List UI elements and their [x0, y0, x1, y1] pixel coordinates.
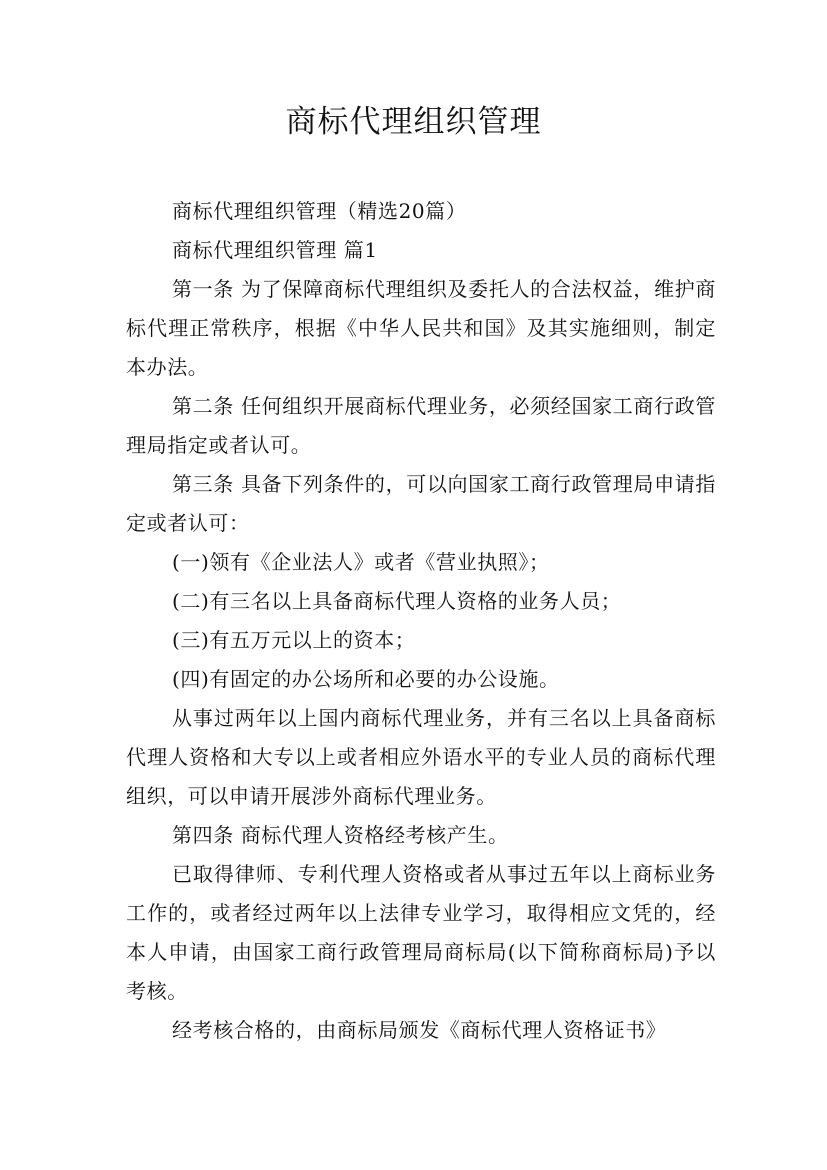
- document-body: [126, 192, 716, 1050]
- paragraph-article-3: 第三条 具备下列条件的，可以向国家工商行政管理局申请指定或者认可：: [126, 472, 716, 535]
- paragraph-subtitle: 商标代理组织管理（精选20篇）: [172, 199, 467, 223]
- document-title: 商标代理组织管理: [285, 104, 542, 140]
- paragraph-condition-1: (一)领有《企业法人》或者《营业执照》；: [172, 550, 550, 574]
- paragraph-condition-3: (三)有五万元以上的资本；: [172, 628, 416, 652]
- paragraph-condition-4: (四)有固定的办公场所和必要的办公设施。: [172, 667, 560, 691]
- paragraph-section-heading: 商标代理组织管理 篇1: [172, 238, 378, 262]
- paragraph-article-1: 第一条 为了保障商标代理组织及委托人的合法权益，维护商标代理正常秩序，根据《中华人民共和国》及其实施细则，制定本办法。: [126, 277, 716, 379]
- paragraph-qualification-review: 已取得律师、专利代理人资格或者从事过五年以上商标业务工作的，或者经过两年以上法律专业学习，取得相应文凭的，经本人申请，由国家工商行政管理局商标局(以下简称商标局)予以考核。: [126, 862, 716, 1003]
- paragraph-foreign-agency: 从事过两年以上国内商标代理业务，并有三名以上具备商标代理人资格和大专以上或者相应外语水平的专业人员的商标代理组织，可以申请开展涉外商标代理业务。: [126, 706, 716, 808]
- paragraph-article-2: 第二条 任何组织开展商标代理业务，必须经国家工商行政管理局指定或者认可。: [126, 394, 716, 457]
- paragraph-article-4: 第四条 商标代理人资格经考核产生。: [172, 823, 509, 847]
- paragraph-condition-2: (二)有三名以上具备商标代理人资格的业务人员；: [172, 589, 622, 613]
- paragraph-certificate: 经考核合格的，由商标局颁发《商标代理人资格证书》: [172, 1018, 667, 1042]
